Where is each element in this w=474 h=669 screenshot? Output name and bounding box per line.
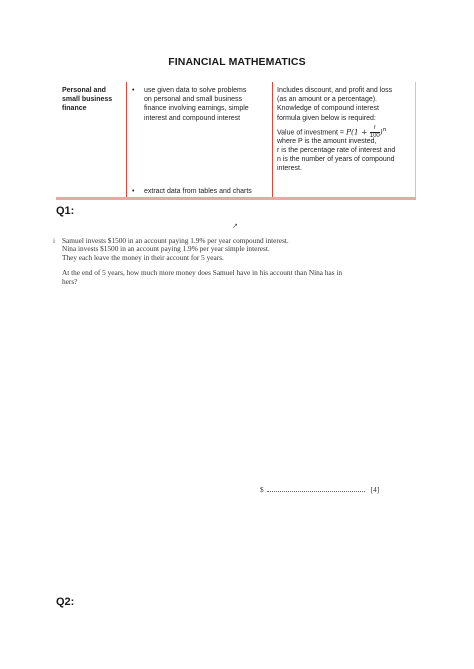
tick-mark-icon: ↗	[232, 223, 238, 230]
bullet-line: extract data from tables and charts	[144, 188, 252, 195]
note-line: Includes discount, and profit and loss	[277, 87, 393, 94]
question-1-text	[53, 236, 422, 286]
question-line: They each leave the money in their account for 5 years.	[62, 252, 224, 262]
topic-cell	[62, 86, 122, 114]
question-line: Samuel invests $1500 in an account paying 1.9% per year compound interest.	[62, 236, 289, 245]
question-number: i	[53, 236, 56, 245]
formula-p: P	[345, 127, 351, 137]
note-line: Knowledge of compound interest	[277, 105, 379, 113]
answer-prefix: $	[260, 485, 264, 494]
bullet-line: interest and compound interest	[144, 114, 241, 122]
question-2-label: Q2:	[56, 596, 75, 608]
question-line: Nina invests $1500 in an account paying 1.9% per year simple interest.	[62, 244, 270, 254]
note-line: formula given below is required:	[277, 114, 376, 122]
marks: [4]	[370, 485, 380, 494]
note-line: r is the percentage rate of interest and	[277, 147, 396, 155]
topic-line: Personal and	[62, 87, 106, 94]
bullet-line: use given data to solve problems	[144, 87, 247, 94]
formula-label: Value of investment =	[277, 129, 346, 137]
question-line: hers?	[62, 276, 78, 286]
answer-line	[260, 485, 379, 494]
notes-cell	[277, 86, 411, 174]
note-line: (as an amount or a percentage).	[277, 96, 378, 104]
bullet-marker: •	[132, 87, 135, 94]
question-line: At the end of 5 years, how much more money does Samuel have in his account than Nina has in	[62, 268, 343, 278]
formula-close: )	[379, 127, 383, 137]
formula-line	[277, 123, 411, 137]
topic-line: small business	[62, 96, 113, 104]
topic-line: finance	[62, 105, 87, 113]
page-title: FINANCIAL MATHEMATICS	[168, 56, 306, 68]
bullet-marker: •	[132, 188, 135, 195]
bullet-line: on personal and small business	[144, 96, 243, 104]
note-line: where P is the amount invested,	[277, 137, 377, 145]
bullet-line: finance involving earnings, simple	[144, 105, 249, 113]
question-1-label: Q1:	[56, 205, 75, 217]
formula-numerator: r	[370, 125, 380, 133]
content-cell	[132, 86, 266, 196]
table-border	[415, 82, 416, 200]
table-bottom-rule	[56, 197, 416, 200]
formula-denominator: 100	[369, 132, 380, 139]
formula-exponent: n	[382, 126, 387, 133]
column-divider	[126, 82, 127, 197]
note-line: n is the number of years of compound	[277, 156, 395, 164]
column-divider	[272, 82, 273, 197]
answer-field[interactable]	[267, 485, 365, 492]
formula-open: (1 +	[350, 127, 370, 137]
syllabus-table	[56, 82, 416, 200]
note-line: interest.	[277, 165, 302, 173]
